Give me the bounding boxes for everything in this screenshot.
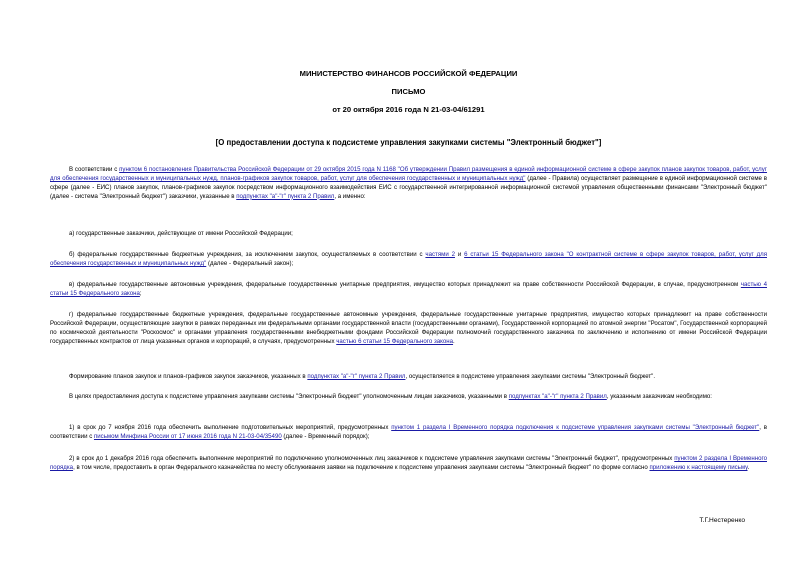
text: , в соответствии с [50, 424, 768, 440]
text: г) федеральные государственные бюджетные учреждения, федеральные государственные автономные учреждения, федеральные государственные унитарные предприятия, имущество которых принадлежит на праве собственности Российской Федерации, осуществляющие закупки в рамках переданных им федеральными органами государственной власти (государственными органами), Государственной корпорацией по атомной энергии "Росатом", Государственной корпорацией по космической деятельности "Роскосмос" и органами управления государственными внебюджетными фондами Российской Федерации полномочий государственного заказчика по заключению и исполнению от имени Российской Федерации государственных контрактов от лица указанных органов и корпораций, в случаях, предусмотренных [50, 311, 767, 345]
link-temporary-procedure-point-1[interactable]: пунктом 1 раздела I Временного порядка подключения к подсистеме управления закупками системы "Электронный бюджет" [391, 424, 760, 431]
text: В соответствии с [69, 166, 120, 173]
ministry-heading: МИНИСТЕРСТВО ФИНАНСОВ РОССИЙСКОЙ ФЕДЕРАЦИИ [299, 69, 518, 78]
text: в) федеральные государственные автономные учреждения, федеральные государственные унитарные предприятия, имущество которых принадлежит на праве собственности Российской Федерации, в случае, предусмотренном [69, 281, 741, 288]
link-rules-subpoints[interactable]: подпунктах "а"-"г" пункта 2 Правил [508, 393, 607, 400]
text: Формирование планов закупок и планов-графиков закупок заказчиков, указанных в [69, 373, 308, 380]
link-minfin-letter[interactable]: письмом Минфина России от 17 июня 2016 года N 21-03-04/35490 [93, 432, 282, 440]
text: 2) в срок до 1 декабря 2016 года обеспечить выполнение мероприятий по подключению уполномоченных лиц заказчиков к подсистеме управления закупками системы "Электронный бюджет", предусмотренных [69, 455, 675, 462]
text: . [453, 337, 455, 345]
text: б) федеральные государственные бюджетные учреждения, за исключением закупок, осуществляемых в соответствии с [69, 251, 426, 258]
signature: Т.Г.Нестеренко [699, 517, 745, 524]
link-resolution-1168[interactable]: пунктом 6 постановления Правительства Российской Федерации от 29 октября 2015 года N 1168 "Об утверждении Правил размещения в единой информационной системе в сфере закупок планов закупок товаров, работ, услуг для обеспечения государственных и муниципальных нужд, планов-графиков закупок товаров, работ, услуг для обеспечения государственных и муниципальных нужд" [50, 166, 768, 182]
paragraph-formation [50, 373, 767, 382]
link-appendix[interactable]: приложению к настоящему письму [649, 463, 748, 471]
text: , а именно: [334, 192, 366, 200]
paragraph-access [50, 393, 767, 402]
text: , указанным заказчикам необходимо: [606, 393, 712, 400]
text: , в том числе, предоставить в орган Федерального казначейства по месту обслуживания заявки на подключение к подсистеме управления закупками системы "Электронный бюджет" по форме согласно [73, 463, 650, 471]
link-part-6-article-15[interactable]: частью 6 статьи 15 Федерального закона [336, 337, 454, 345]
text: и [454, 251, 465, 258]
paragraph-intro [50, 166, 767, 202]
paragraph-item-a: а) государственные заказчики, действующие от имени Российской Федерации; [69, 230, 293, 237]
paragraph-step-2 [50, 455, 767, 473]
text: (далее - Правила) осуществляет размещение в единой информационной системе в сфере (далее - ЕИС) планов закупок, планов-графиков закупок посредством информационного взаимодействия ЕИС с государственной интегрированной информационной системой управления общественными финансами "Электронный бюджет" (далее - система "Электронный бюджет") заказчики, указанные в [50, 174, 768, 200]
document-title: [О предоставлении доступа к подсистеме управления закупками системы "Электронный бюджет"] [215, 138, 602, 147]
link-rules-subpoints[interactable]: подпунктах "а"-"г" пункта 2 Правил [236, 192, 335, 200]
link-temporary-procedure-point-2[interactable]: пунктом 2 раздела I Временного порядка [50, 455, 767, 471]
date-number-heading: от 20 октября 2016 года N 21-03-04/61291 [332, 105, 485, 114]
text: 1) в срок до 7 ноября 2016 года обеспечить выполнение подготовительных мероприятий, предусмотренных [69, 424, 392, 431]
document-type-heading: ПИСЬМО [391, 87, 426, 96]
text: В целях предоставления доступа к подсистеме управления закупками системы "Электронный бюджет" уполномоченным лицам заказчиков, указанными в [69, 393, 509, 400]
paragraph-item-b [50, 251, 767, 269]
text: (далее - Федеральный закон); [206, 259, 294, 267]
text: ; [139, 289, 142, 297]
paragraph-item-g [50, 311, 767, 347]
paragraph-step-1 [50, 424, 767, 442]
link-part-4-article-15[interactable]: частью 4 статьи 15 Федерального закона [50, 281, 767, 297]
text: . [747, 463, 750, 471]
link-federal-law[interactable]: 6 статьи 15 Федерального закона "О контрактной системе в сфере закупок товаров, работ, услуг для обеспечения государственных и муниципальных нужд" [50, 251, 767, 267]
text: (далее - Временный порядок); [281, 432, 370, 440]
link-rules-subpoints[interactable]: подпунктах "а"-"г" пункта 2 Правил [307, 373, 406, 380]
text: , осуществляется в подсистеме управления закупками системы "Электронный бюджет". [405, 373, 656, 380]
link-part-2[interactable]: частями 2 [425, 251, 455, 258]
paragraph-item-v [50, 281, 767, 299]
